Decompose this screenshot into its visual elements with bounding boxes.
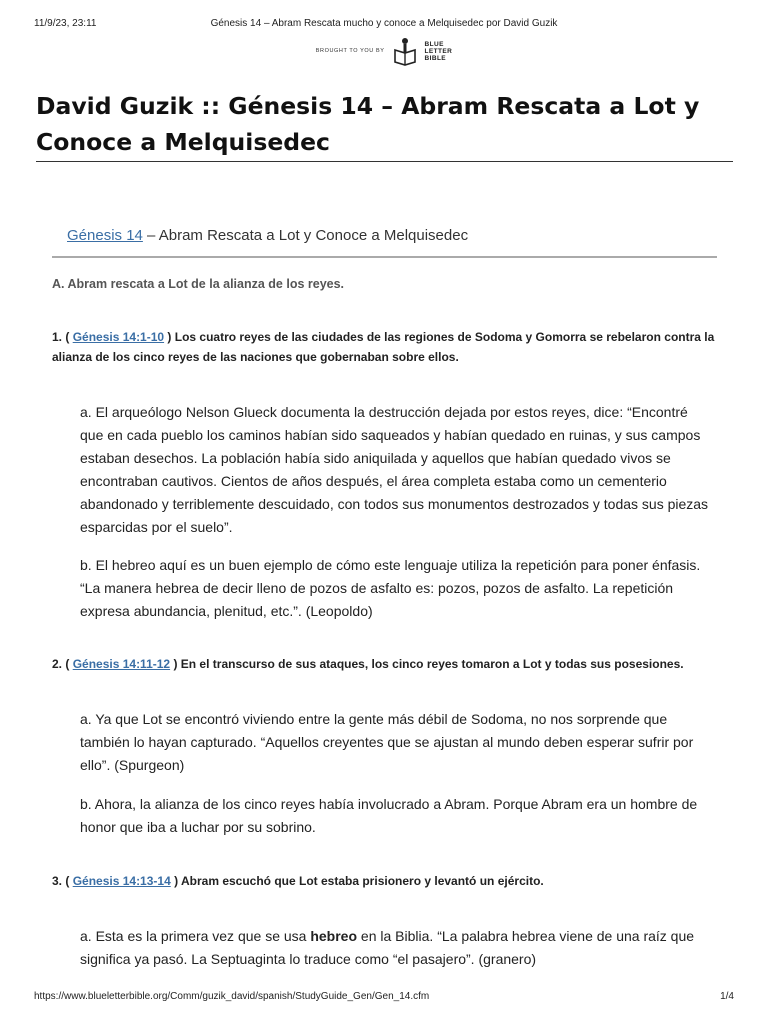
point-1-para-a: a. El arqueólogo Nelson Glueck documenta la destrucción dejada por estos reyes, dice: “Encontré que en cada pueblo los caminos habían sido saqueados y habían quedado en ruinas, y sus campos estaban desechos. La población había sido aniquilada y aquellos que habían quedado vivos se encontraban cautivos. Cientos de años después, el área completa estaba como un cementerio abandonado y terriblemente descuidado, con todos sus monumentos destrozados y todas sus piezas esparcidas por el suelo”. — [80, 404, 709, 535]
title-divider — [36, 161, 733, 162]
point-1-ref-link[interactable]: Génesis 14:1-10 — [72, 330, 165, 344]
blue-letter-bible-logo-text: BLUE LETTER BIBLE — [424, 40, 453, 62]
point-3-heading: 3. ( Génesis 14:13-14 ) Abram escuchó que Lot estaba prisionero y levantó un ejército. — [52, 874, 544, 888]
point-2-para-a: a. Ya que Lot se encontró viviendo entre la gente más débil de Sodoma, no nos sorprende que también lo hayan capturado. “Aquellos creyentes que se ajustan al mundo deben esperar sufrir por ello”. (Spurgeon) — [80, 711, 694, 773]
point-2-ref-link[interactable]: Génesis 14:11-12 — [72, 657, 171, 671]
point-3-ref-link[interactable]: Génesis 14:13-14 — [72, 874, 171, 888]
point-1-para-b: b. El hebreo aquí es un buen ejemplo de cómo este lenguaje utiliza la repetición para poner énfasis. “La manera hebrea de decir lleno de pozos de asfalto es: pozos, pozos de asfalto. La repetición expresa abundancia, plenitud, etc.”. (Leopoldo) — [80, 557, 701, 619]
chapter-link[interactable]: Génesis 14 — [67, 227, 143, 244]
hebreo-emphasis: hebreo — [310, 928, 358, 944]
point-1-heading: 1. ( Génesis 14:1-10 ) Los cuatro reyes de las ciudades de las regiones de Sodoma y Gomorra se rebelaron contra la alianza de los cinco reyes de las naciones que gobernaban sobre ellos. — [52, 330, 715, 364]
print-footer — [34, 991, 734, 1002]
footer-url: https://www.blueletterbible.org/Comm/guzik_david/spanish/StudyGuide_Gen/Gen_14.cfm — [34, 991, 430, 1002]
brand-banner[interactable] — [0, 36, 768, 66]
subtitle-divider — [52, 256, 717, 258]
section-heading: A. Abram rescata a Lot de la alianza de los reyes. — [52, 277, 345, 291]
chapter-subtitle-text: – Abram Rescata a Lot y Conoce a Melquisedec — [142, 227, 469, 244]
print-doc-title: Génesis 14 – Abram Rescata mucho y conoce a Melquisedec por David Guzik — [210, 18, 558, 29]
chapter-subtitle — [67, 226, 468, 246]
point-2-heading: 2. ( Génesis 14:11-12 ) En el transcurso de sus ataques, los cinco reyes tomaron a Lot y todas sus posesiones. — [52, 657, 684, 671]
book-reader-icon — [393, 36, 417, 66]
point-3-para-a: a. Esta es la primera vez que se usa hebreo en la Biblia. “La palabra hebrea viene de una raíz que significa ya pasó. La Septuaginta lo traduce como “el pasajero”. (granero) — [80, 928, 695, 967]
page-title: David Guzik :: Génesis 14 – Abram Rescata a Lot y Conoce a Melquisedec — [36, 92, 700, 156]
page-number: 1/4 — [720, 991, 734, 1002]
brought-to-you-by-text: BROUGHT TO YOU BY — [315, 48, 385, 54]
point-2-para-b: b. Ahora, la alianza de los cinco reyes había involucrado a Abram. Porque Abram era un hombre de honor que iba a luchar por su sobrino. — [80, 796, 698, 835]
print-date: 11/9/23, 23:11 — [34, 18, 97, 29]
